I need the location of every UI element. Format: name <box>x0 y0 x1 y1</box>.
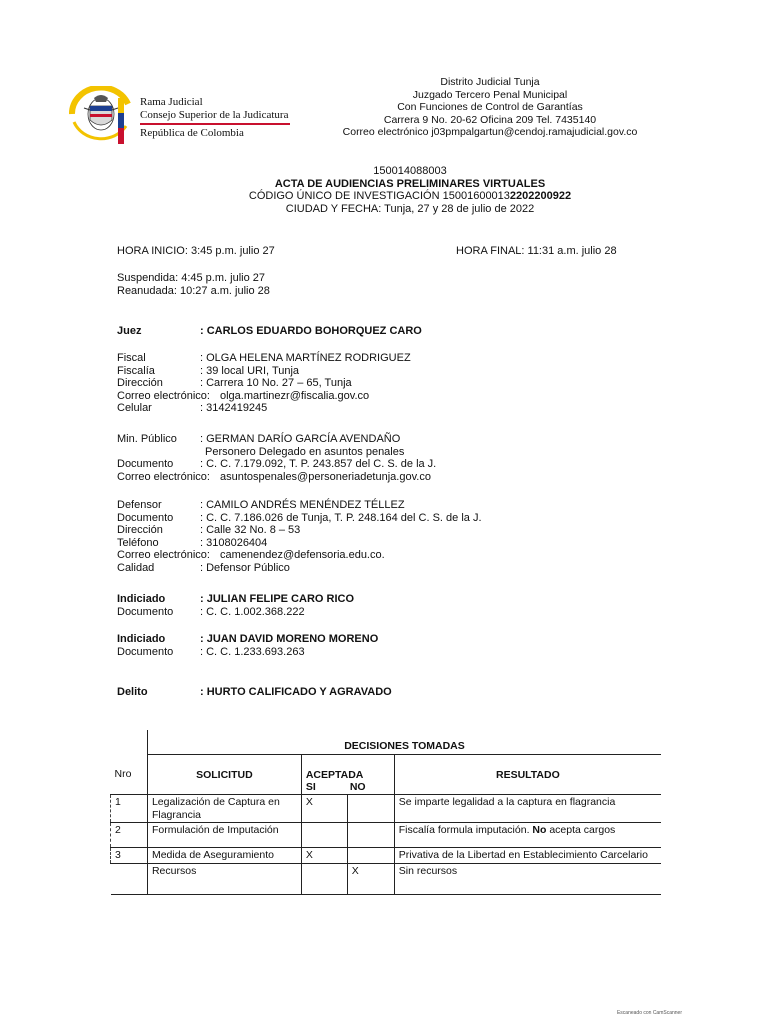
coat-of-arms-icon <box>66 86 136 142</box>
header-aceptada-label: ACEPTADA <box>305 768 364 781</box>
cell-no: X <box>347 863 394 894</box>
logo-stripes <box>118 98 124 144</box>
field-value: : GERMAN DARÍO GARCÍA AVENDAÑO <box>200 433 401 445</box>
field-value: : C. C. 7.179.092, T. P. 243.857 del C. S. de la J. <box>200 458 437 470</box>
field-row <box>0 633 768 646</box>
table-row <box>111 848 662 864</box>
field-label: Calidad <box>117 561 155 574</box>
field-label: Dirección <box>117 524 163 536</box>
field-value: : 3108026404 <box>200 536 268 549</box>
field-label: Defensor <box>117 499 162 511</box>
header-nro: Nro <box>114 768 132 780</box>
table-row <box>111 823 662 848</box>
ciudad-fecha: CIUDAD Y FECHA: Tunja, 27 y 28 de julio de 2022 <box>285 202 535 215</box>
fiscal-section <box>0 352 768 415</box>
cell-no <box>347 795 394 823</box>
field-row <box>0 471 768 484</box>
field-value: : C. C. 1.002.368.222 <box>200 605 305 618</box>
cell-no <box>347 848 394 864</box>
cell-resultado <box>394 795 661 823</box>
header-si: SI <box>305 781 316 793</box>
field-value: Personero Delegado en asuntos penales <box>205 445 405 458</box>
header-line: Carrera 9 No. 20-62 Oficina 209 Tel. 7435140 <box>383 113 597 126</box>
header-aceptada <box>301 754 394 795</box>
field-value: camenendez@defensoria.edu.co. <box>220 549 385 561</box>
cell-nro: 2 <box>111 823 148 848</box>
field-value: : C. C. 1.233.693.263 <box>200 645 305 658</box>
logo-emblem <box>66 86 136 142</box>
field-row <box>0 646 768 659</box>
header-line: Correo electrónico j03pmpalgartun@cendoj.ramajudicial.gov.co <box>342 126 638 138</box>
logo-text <box>140 96 290 140</box>
field-row <box>0 377 768 390</box>
field-value: : CAMILO ANDRÉS MENÉNDEZ TÉLLEZ <box>200 499 405 511</box>
header-line: Juzgado Tercero Penal Municipal <box>412 88 568 101</box>
field-label: Documento <box>117 605 174 618</box>
table-row <box>111 795 662 823</box>
field-label: Dirección <box>117 377 163 389</box>
field-row <box>0 606 768 619</box>
field-label: Correo electrónico: <box>117 549 210 561</box>
field-label: Documento <box>117 645 174 658</box>
field-row <box>0 512 768 525</box>
field-label: Delito <box>117 686 148 698</box>
field-row <box>0 499 768 512</box>
cell-no <box>347 823 394 848</box>
field-row <box>0 433 768 446</box>
defensor-section <box>0 499 768 574</box>
field-label: Fiscal <box>117 352 146 364</box>
header-resultado: RESULTADO <box>394 754 661 795</box>
header-si-no <box>306 781 390 793</box>
table-header-row <box>111 754 662 795</box>
field-label: Correo electrónico: <box>117 470 210 483</box>
cell-nro <box>111 863 148 894</box>
field-label: Teléfono <box>117 536 159 549</box>
suspendida: Suspendida: 4:45 p.m. julio 27 <box>117 272 265 284</box>
cell-resultado <box>394 823 661 848</box>
field-value: : Carrera 10 No. 27 – 65, Tunja <box>200 377 352 389</box>
field-value: : 39 local URI, Tunja <box>200 364 300 377</box>
field-value: : CARLOS EDUARDO BOHORQUEZ CARO <box>200 325 422 337</box>
field-label: Correo electrónico: <box>117 389 210 402</box>
cell-solicitud: Medida de Aseguramiento <box>147 848 301 864</box>
cell-nro: 3 <box>111 848 148 864</box>
cell-solicitud: Legalización de Captura en Flagrancia <box>147 795 301 823</box>
field-label: Indiciado <box>117 633 166 645</box>
cell-resultado <box>394 863 661 894</box>
field-value: : OLGA HELENA MARTÍNEZ RODRIGUEZ <box>200 352 411 364</box>
field-row <box>0 458 768 471</box>
logo-line-consejo: Consejo Superior de la Judicatura <box>140 109 289 121</box>
table-title-row <box>111 730 662 754</box>
field-value: olga.martinezr@fiscalia.gov.co <box>220 389 370 402</box>
field-label: Documento <box>117 458 174 470</box>
resultado-tail: acepta cargos <box>546 824 616 836</box>
codigo-unico <box>110 190 710 203</box>
court-header <box>330 76 650 139</box>
field-row <box>0 537 768 550</box>
ministerio-section <box>0 433 768 483</box>
resultado-text: Fiscalía formula imputación. <box>398 824 533 836</box>
header-line: Distrito Judicial Tunja <box>440 76 540 88</box>
indiciado-2-section <box>0 633 768 658</box>
resultado-text: Se imparte legalidad a la captura en flagrancia <box>398 796 616 808</box>
field-row <box>0 446 768 459</box>
field-value: : JULIAN FELIPE CARO RICO <box>200 593 355 605</box>
logo-line-republica: República de Colombia <box>140 127 244 139</box>
cell-resultado <box>394 848 661 864</box>
cell-si <box>301 863 347 894</box>
resultado-bold: No <box>532 824 547 836</box>
field-label: Min. Público <box>117 433 177 445</box>
cell-solicitud: Formulación de Imputación <box>147 823 301 848</box>
cell-nro: 1 <box>111 795 148 823</box>
field-row <box>0 402 768 415</box>
field-row <box>0 390 768 403</box>
hora-inicio: HORA INICIO: 3:45 p.m. julio 27 <box>117 245 275 257</box>
hora-final: HORA FINAL: 11:31 a.m. julio 28 <box>456 245 617 257</box>
cell-si: X <box>301 848 347 864</box>
process-number: 150014088003 <box>373 165 447 177</box>
field-label: Celular <box>117 402 152 414</box>
indiciado-1-section <box>0 593 768 618</box>
field-value: : Calle 32 No. 8 – 53 <box>200 524 301 536</box>
header-line: Con Funciones de Control de Garantías <box>397 101 583 113</box>
field-value: : C. C. 7.186.026 de Tunja, T. P. 248.164 del C. S. de la J. <box>200 511 482 524</box>
field-value: : HURTO CALIFICADO Y AGRAVADO <box>200 686 392 698</box>
resultado-text: Sin recursos <box>398 864 458 877</box>
field-label: Indiciado <box>117 593 166 605</box>
field-row <box>0 365 768 378</box>
resultado-text: Privativa de la Libertad en Establecimiento Carcelario <box>398 849 648 861</box>
header-no: NO <box>349 781 366 793</box>
field-row <box>0 593 768 606</box>
decisiones-table <box>110 730 661 895</box>
scanner-watermark: Escaneado con CamScanner <box>616 1010 682 1016</box>
field-row <box>0 352 768 365</box>
logo-rule <box>140 123 290 125</box>
header-solicitud: SOLICITUD <box>147 754 301 795</box>
field-value: : 3142419245 <box>200 402 268 414</box>
field-value: : JUAN DAVID MORENO MORENO <box>200 633 379 645</box>
field-row <box>0 562 768 575</box>
field-row <box>0 549 768 562</box>
field-label: Documento <box>117 511 174 524</box>
cell-si: X <box>301 795 347 823</box>
cell-si <box>301 823 347 848</box>
acta-heading: ACTA DE AUDIENCIAS PRELIMINARES VIRTUALES <box>274 177 546 190</box>
decisiones-title: DECISIONES TOMADAS <box>147 730 661 754</box>
document-title <box>110 165 710 215</box>
table-row <box>111 863 662 894</box>
codigo-bold: 2202200922 <box>509 190 572 202</box>
field-row <box>0 524 768 537</box>
field-value: asuntospenales@personeriadetunja.gov.co <box>220 470 431 483</box>
cell-solicitud: Recursos <box>147 863 301 894</box>
reanudada: Reanudada: 10:27 a.m. julio 28 <box>117 285 270 297</box>
field-label: Juez <box>117 325 142 337</box>
field-label: Fiscalía <box>117 364 155 377</box>
logo-line-rama: Rama Judicial <box>140 96 203 108</box>
codigo-label: CÓDIGO ÚNICO DE INVESTIGACIÓN 15001600013 <box>248 190 510 202</box>
field-value: : Defensor Público <box>200 561 290 574</box>
